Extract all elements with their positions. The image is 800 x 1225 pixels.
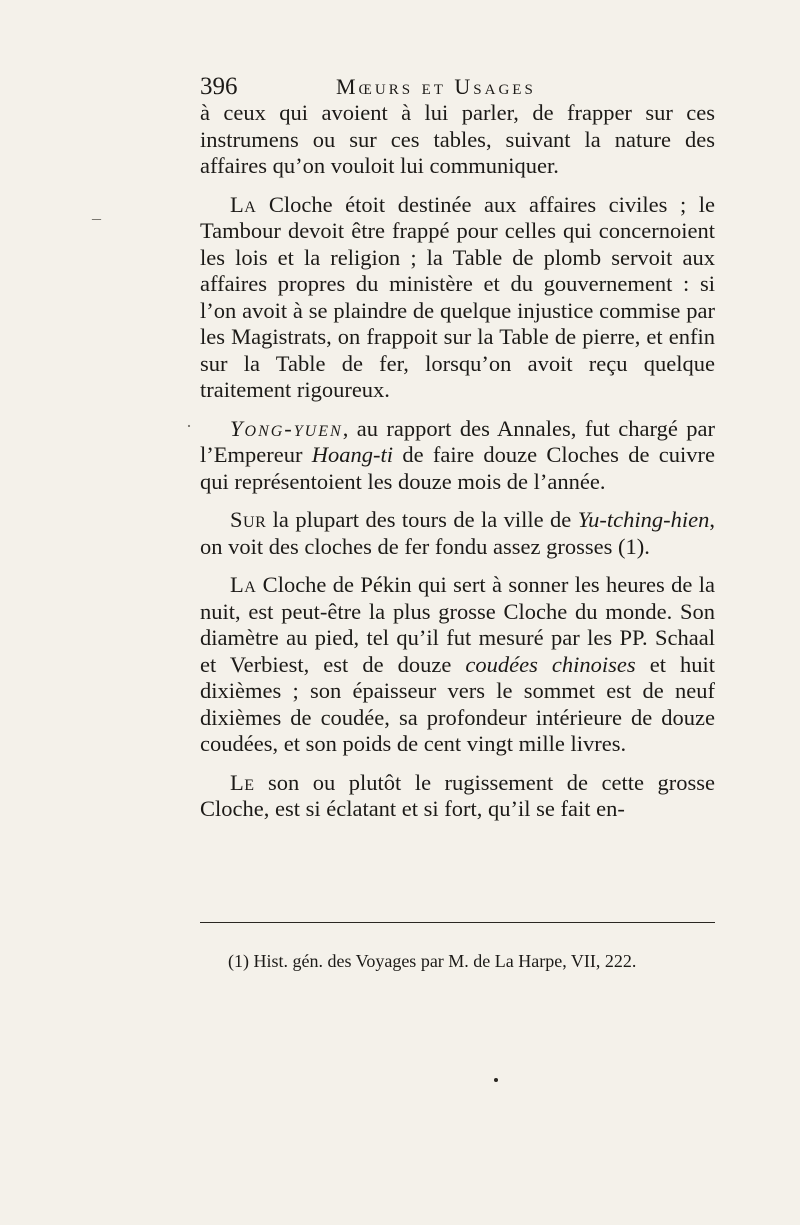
margin-dash-mark: – [92,208,101,228]
footnote: (1) Hist. gén. des Voyages par M. de La Harpe, VII, 222. [228,951,637,971]
paragraph-text: la plupart des tours de la ville de [266,507,578,532]
city-name: Yu-tching-hien [577,507,710,532]
paragraph-yu-tching-hien [200,507,715,560]
paragraph-lead: La [230,572,257,597]
paragraph-text: , au rapport des Annales, fut chargé par l’Empereur [200,415,715,467]
ink-dot [494,1078,498,1082]
paragraph-lead: Le [230,769,255,795]
paragraph-lead: Yong-yuen [230,415,343,441]
paragraph-text: et huit dixièmes ; son épaisseur vers le sommet est de neuf dixièmes de coudée, sa profondeur intérieure de douze coudées, et son poids de cent vingt mille livres. [200,651,715,756]
paragraph-text: Cloche de Pékin qui sert à sonner les heures de la nuit, est peut-être la plus grosse Cloche du monde. Son diamètre au pied, tel qu’il fut mesuré par les PP. Schaal et Verbiest, est de douze [200,572,715,677]
paragraph-text: Cloche étoit destinée aux affaires civiles ; le Tambour devoit être frappé pour celles qui concernoient les lois et la religion ; la Table de plomb servoit aux affaires propres du ministère et du gouvernement : si l’on avoit à se plaindre de quelque injustice commise par les Magistrats, on frappoit sur la Table de pierre, et enfin sur la Table de fer, lorsqu’on avoit reçu quelque traitement rigoureux. [200,191,715,402]
paragraph-lead: La [230,191,257,217]
margin-dot-mark: · [186,416,192,436]
paragraph-text: son ou plutôt le rugissement de cette grosse Cloche, est si éclatant et si fort, qu’il se fait en- [200,769,715,821]
paragraph-text: de faire douze Cloches de cuivre qui représentoient les douze mois de l’année. [200,442,715,494]
paragraph-cloche-affaires [200,192,715,404]
paragraph-text: , on voit des cloches de fer fondu assez grosses (1). [200,507,715,559]
body-text [200,100,715,835]
paragraph-lead: Sur [230,507,267,532]
paragraph-rugissement [200,770,715,823]
page-number: 396 [200,73,238,100]
paragraph-continuation [200,100,715,180]
paragraph-yong-yuen [200,416,715,496]
paragraph-text: à ceux qui avoient à lui parler, de frapper sur ces instrumens ou sur ces tables, suivant la nature des affaires qu’on vouloit lui communiquer. [200,100,715,178]
footnote-rule [200,922,715,923]
running-title: Mœurs et Usages [336,74,536,99]
paragraph-cloche-pekin [200,572,715,758]
emperor-name: Hoang-ti [311,442,394,467]
unit-name: coudées chinoises [465,651,636,677]
